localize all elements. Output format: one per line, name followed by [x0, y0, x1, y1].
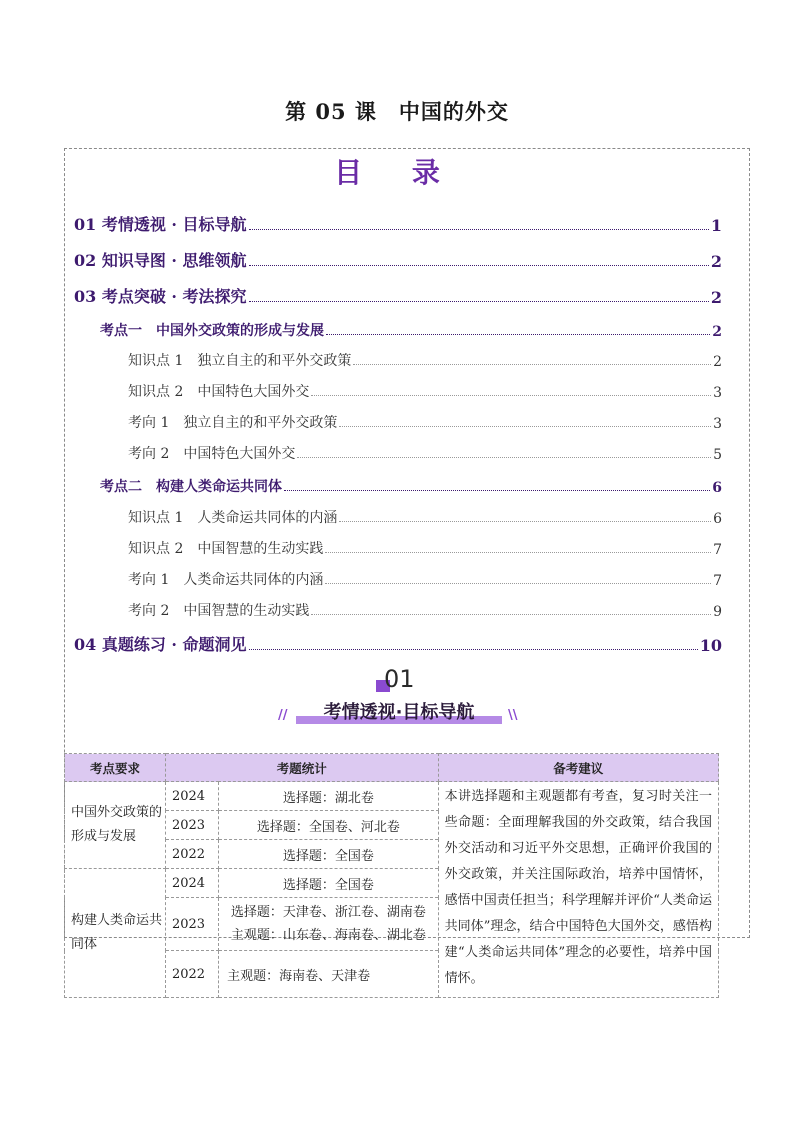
toc-entry-page: 9	[713, 604, 722, 620]
toc-leader-dots	[311, 394, 711, 396]
toc-leader-dots	[339, 425, 711, 427]
toc-entry-page: 7	[713, 542, 722, 558]
toc-leader-dots	[249, 228, 709, 230]
toc-entry[interactable]	[128, 412, 722, 432]
toc-leader-dots	[325, 582, 711, 584]
toc-entry[interactable]	[74, 632, 722, 655]
section-number: 01	[384, 665, 415, 693]
toc-entry-page: 1	[710, 216, 722, 235]
toc-entry-title: 考点一 中国外交政策的形成与发展	[100, 323, 324, 339]
toc-entry-title: 知识点 2 中国特色大国外交	[128, 384, 310, 400]
year-cell: 2022	[165, 951, 218, 998]
toc-leader-dots	[326, 333, 710, 335]
toc-entry-page: 7	[713, 573, 722, 589]
toc-leader-dots	[249, 300, 709, 302]
toc-entry[interactable]	[74, 248, 722, 271]
toc-entry-page: 5	[713, 447, 722, 463]
toc-entry-title: 知识点 2 中国智慧的生动实践	[128, 541, 324, 557]
toc-entry[interactable]	[128, 569, 722, 589]
toc-entry-page: 10	[699, 636, 722, 655]
toc-entry-page: 6	[713, 511, 722, 527]
toc-entry-page: 2	[712, 324, 722, 340]
toc-entry-title: 考向 1 独立自主的和平外交政策	[128, 415, 338, 431]
toc-entry[interactable]	[128, 350, 722, 370]
table-row	[65, 782, 719, 811]
banner-right-decoration: \\	[508, 708, 518, 723]
questions-cell: 选择题：全国卷	[219, 869, 438, 898]
year-cell: 2022	[165, 840, 218, 869]
toc-entry-title: 知识点 1 人类命运共同体的内涵	[128, 510, 338, 526]
toc-entry[interactable]	[74, 212, 722, 235]
table-header: 备考建议	[438, 754, 718, 782]
toc-entry-title: 知识点 1 独立自主的和平外交政策	[128, 353, 352, 369]
toc-entry-title: 考向 2 中国特色大国外交	[128, 446, 296, 462]
toc-entry-title: 03 考点突破 · 考法探究	[74, 287, 247, 306]
questions-cell: 选择题：全国卷	[219, 840, 438, 869]
toc-entry[interactable]	[128, 600, 722, 620]
toc-leader-dots	[249, 648, 698, 650]
toc-leader-dots	[249, 264, 709, 266]
toc-leader-dots	[297, 456, 711, 458]
toc-entry[interactable]	[100, 476, 722, 496]
toc-leader-dots	[284, 489, 710, 491]
topic-cell: 构建人类命运共同体	[65, 869, 166, 998]
toc-heading: 目 录	[334, 156, 460, 189]
toc-entry[interactable]	[128, 507, 722, 527]
section-banner-title: 考情透视·目标导航	[323, 702, 475, 723]
toc-leader-dots	[339, 520, 711, 522]
toc-leader-dots	[353, 363, 711, 365]
toc-entry-page: 3	[713, 385, 722, 401]
year-cell: 2023	[165, 811, 218, 840]
questions-cell: 选择题：湖北卷	[219, 782, 438, 811]
year-cell: 2023	[165, 898, 218, 951]
table-header: 考题统计	[165, 754, 438, 782]
page-title: 第 05 课 中国的外交	[285, 99, 509, 124]
year-cell: 2024	[165, 869, 218, 898]
toc-entry[interactable]	[74, 284, 722, 307]
toc-leader-dots	[311, 613, 711, 615]
table-header-row	[65, 754, 719, 782]
questions-cell	[219, 898, 438, 951]
toc-leader-dots	[325, 551, 711, 553]
toc-entry-page: 2	[710, 288, 722, 307]
table-header: 考点要求	[65, 754, 166, 782]
advice-cell: 本讲选择题和主观题都有考查，复习时关注一些命题：全面理解我国的外交政策，结合我国外交活动和习近平外交思想，正确评价我国的外交政策，并关注国际政治，培养中国情怀，感悟中国责任担当；科学理解并评价“人类命运共同体”理念，结合中国特色大国外交，感悟构建“人类命运共同体”理念的必要性，培养中国情怀。	[438, 782, 718, 998]
questions-cell: 选择题：全国卷、河北卷	[219, 811, 438, 840]
toc-entry-title: 考向 2 中国智慧的生动实践	[128, 603, 310, 619]
year-cell: 2024	[165, 782, 218, 811]
toc-entry-title: 04 真题练习 · 命题洞见	[74, 635, 247, 654]
toc-entry-title: 01 考情透视 · 目标导航	[74, 215, 247, 234]
banner-left-decoration: //	[278, 708, 288, 723]
toc-entry-title: 考点二 构建人类命运共同体	[100, 479, 282, 495]
questions-cell: 主观题：海南卷、天津卷	[219, 951, 438, 998]
questions-line: 主观题：山东卷、海南卷、湖北卷	[230, 928, 426, 943]
toc-entry-page: 2	[713, 354, 722, 370]
toc-entry-page: 2	[710, 252, 722, 271]
questions-line: 选择题：天津卷、浙江卷、湖南卷	[230, 905, 426, 920]
toc-entry-page: 6	[712, 480, 722, 496]
toc-entry-title: 考向 1 人类命运共同体的内涵	[128, 572, 324, 588]
toc-entry[interactable]	[128, 538, 722, 558]
toc-entry-title: 02 知识导图 · 思维领航	[74, 251, 247, 270]
toc-entry[interactable]	[128, 443, 722, 463]
toc-entry-page: 3	[713, 416, 722, 432]
topic-cell: 中国外交政策的形成与发展	[65, 782, 166, 869]
exam-table	[64, 753, 719, 998]
toc-entry[interactable]	[128, 381, 722, 401]
toc-entry[interactable]	[100, 320, 722, 340]
